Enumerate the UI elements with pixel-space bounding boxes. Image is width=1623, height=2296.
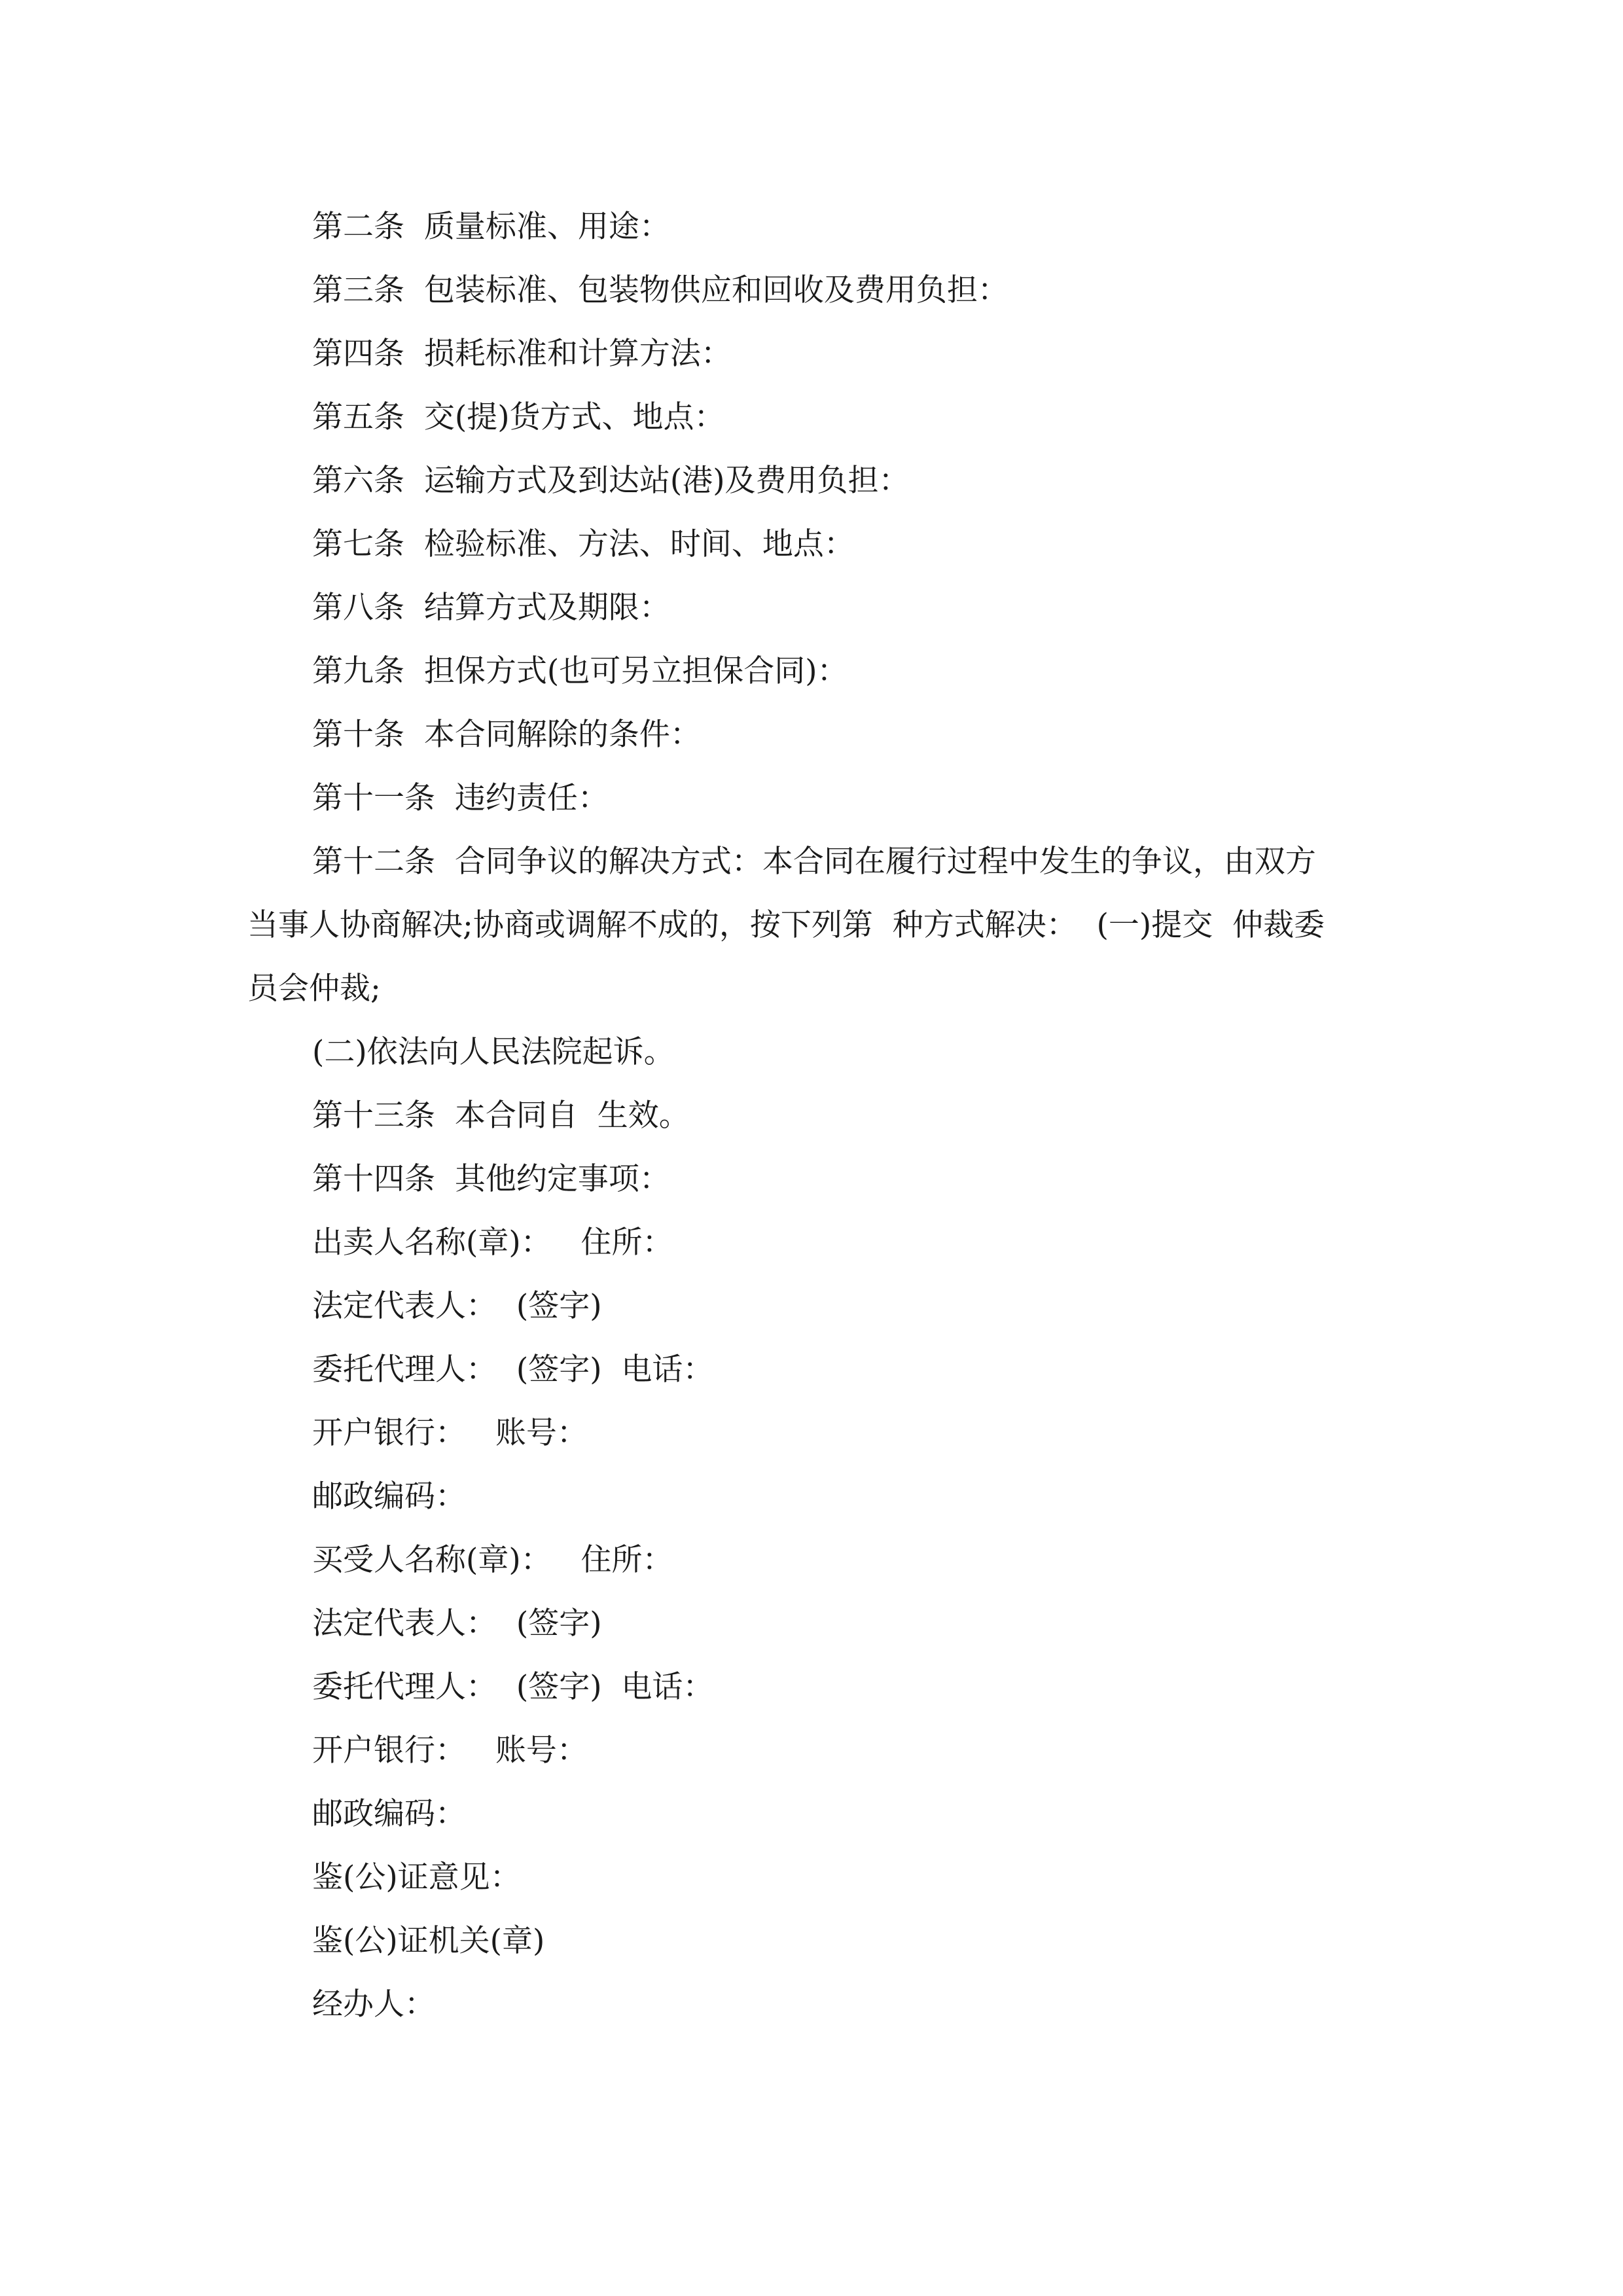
buyer-name-field: 买受人名称(章)： 住所： [312, 1542, 673, 1578]
article-12-paragraph [247, 830, 1376, 1020]
contract-body [247, 195, 1376, 2036]
article-5: 第五条 交(提)货方式、地点： [312, 399, 725, 435]
article-9: 第九条 担保方式(也可另立担保合同)： [312, 653, 848, 689]
article-3: 第三条 包装标准、包装物供应和回收及费用负担： [312, 272, 1008, 308]
seller-bank-field: 开户银行： 账号： [312, 1415, 588, 1451]
notary-office-field: 鉴(公)证机关(章) [312, 1923, 545, 1959]
handler-field: 经办人： [312, 1986, 435, 2022]
article-10: 第十条 本合同解除的条件： [312, 717, 701, 753]
seller-legal-rep-field: 法定代表人： (签字) [312, 1288, 602, 1324]
article-12-line-1: 第十二条 合同争议的解决方式：本合同在履行过程中发生的争议，由双方 [312, 844, 1316, 880]
article-8: 第八条 结算方式及期限： [312, 590, 670, 626]
article-14: 第十四条 其他约定事项： [312, 1161, 670, 1197]
article-11: 第十一条 违约责任： [312, 780, 609, 816]
seller-postcode-field: 邮政编码： [312, 1479, 466, 1515]
article-12-line-2: 当事人协商解决;协商或调解不成的，按下列第 种方式解决： (一)提交 仲裁委 [247, 907, 1325, 943]
seller-agent-field: 委托代理人： (签字) 电话： [312, 1352, 714, 1388]
article-7: 第七条 检验标准、方法、时间、地点： [312, 526, 855, 562]
article-6: 第六条 运输方式及到达站(港)及费用负担： [312, 463, 910, 499]
buyer-bank-field: 开户银行： 账号： [312, 1732, 588, 1768]
buyer-agent-field: 委托代理人： (签字) 电话： [312, 1669, 714, 1705]
buyer-legal-rep-field: 法定代表人： (签字) [312, 1605, 602, 1641]
litigation-option: (二)依法向人民法院起诉。 [312, 1034, 675, 1070]
article-13: 第十三条 本合同自 生效。 [312, 1098, 690, 1134]
buyer-postcode-field: 邮政编码： [312, 1796, 466, 1832]
seller-name-field: 出卖人名称(章)： 住所： [312, 1225, 673, 1261]
article-12-line-3: 员会仲裁; [247, 971, 381, 1007]
article-4: 第四条 损耗标准和计算方法： [312, 336, 732, 372]
article-2: 第二条 质量标准、用途： [312, 209, 670, 245]
notary-opinion-field: 鉴(公)证意见： [312, 1859, 521, 1895]
